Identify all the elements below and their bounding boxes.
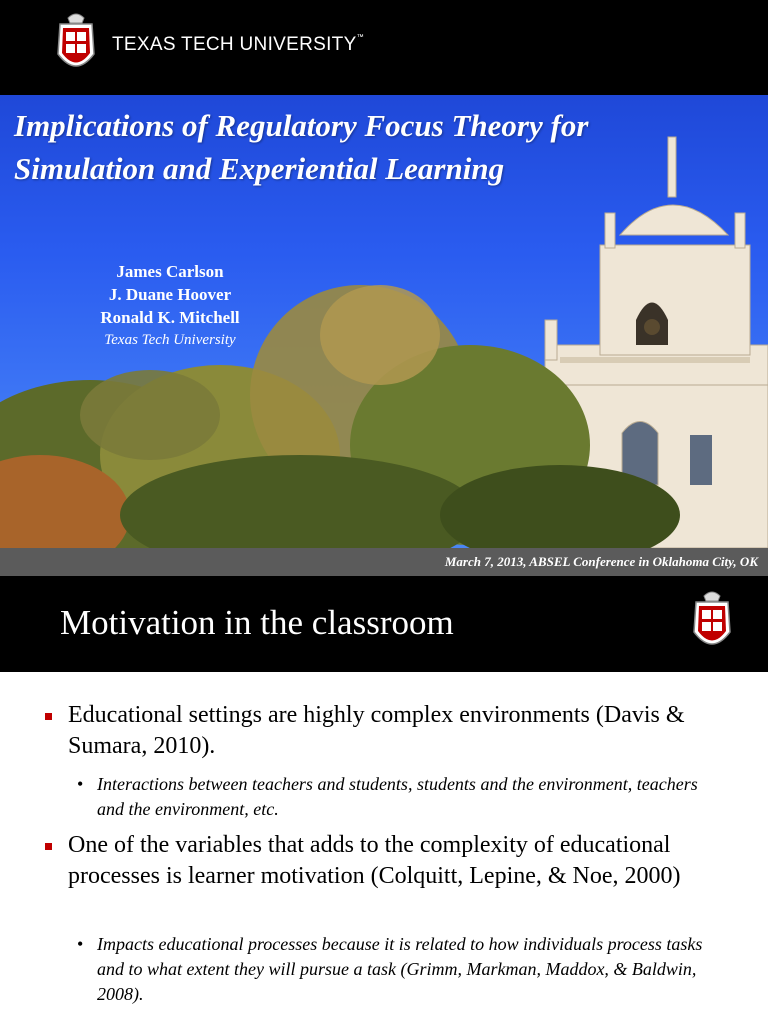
author-block — [60, 260, 280, 352]
author-affiliation: Texas Tech University — [104, 332, 236, 348]
university-brand: TEXAS TECH UNIVERSITY™ — [112, 34, 364, 55]
bullet-item: Educational settings are highly complex environments (Davis & Sumara, 2010). — [68, 700, 728, 762]
bullet-item: One of the variables that adds to the complexity of educational processes is learner motivation (Colquitt, Lepine, & Noe, 2000) — [68, 830, 728, 892]
sub-bullet-item: • Impacts educational processes because it is related to how individuals process tasks and to what extent they will pursue a task (Grimm, Markman, Maddox, & Baldwin, 2008). — [97, 932, 717, 1007]
presentation-title: Implications of Regulatory Focus Theory for Simulation and Experiential Learning — [14, 108, 589, 186]
author-name: James Carlson — [116, 262, 224, 281]
slide-header — [0, 576, 768, 672]
slide-title: Motivation in the classroom — [60, 603, 454, 642]
slide-header — [0, 0, 768, 95]
university-seal-icon — [52, 10, 100, 80]
sub-bullet-item: • Interactions between teachers and students, students and the environment, teachers and the environment, etc. — [97, 772, 717, 822]
author-name: J. Duane Hoover — [108, 285, 232, 304]
author-name: Ronald K. Mitchell — [100, 308, 240, 327]
university-seal-icon — [688, 588, 736, 658]
content-slide — [0, 576, 768, 1024]
conference-footer: March 7, 2013, ABSEL Conference in Oklahoma City, OK — [0, 548, 768, 576]
